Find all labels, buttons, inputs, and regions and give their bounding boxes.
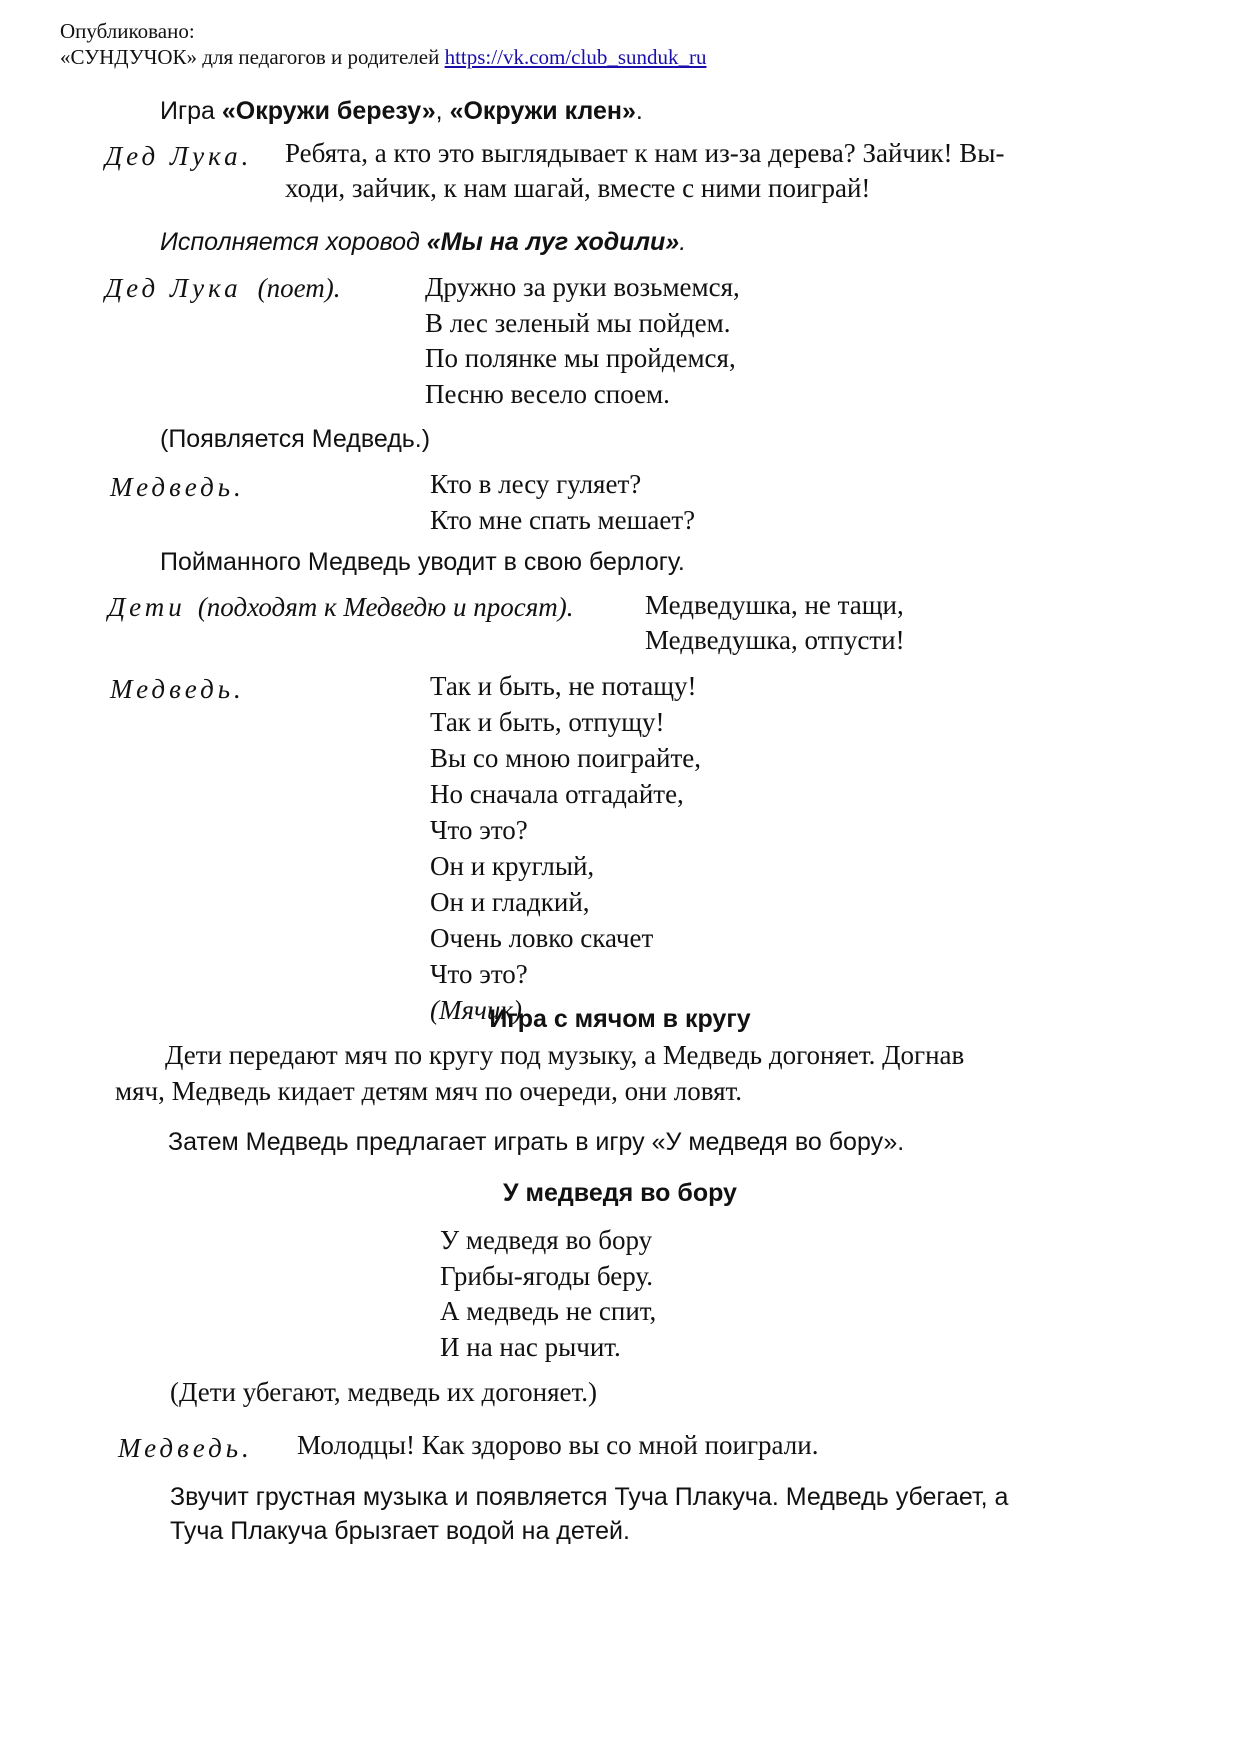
ball-game-heading: Игра с мячом в кругу [489,1005,751,1033]
verse-line: Песню весело споем. [425,378,670,409]
verse-line: Кто мне спать мешает? [430,504,696,535]
verse-line: Так и быть, не потащу! [430,671,697,701]
riddle-question: Что это? [430,959,528,989]
stage-direction-bear-offers: Затем Медведь предлагает играть в игру «У медведя во бору». [168,1128,905,1156]
khorovod-line [160,228,686,257]
bor-verse [440,1223,656,1365]
role-children: Дети [108,592,186,622]
children-label [108,592,573,623]
bear-verse-1 [430,467,695,538]
verse-line: Что это? [430,815,528,845]
verse-line: По полянке мы пройдемся, [425,343,736,373]
game-title-line [160,97,643,126]
khorovod-title: «Мы на луг ходили» [426,228,680,256]
children-speech-line2: Медведушка, отпусти! [645,625,905,655]
ded-luka-speech-line1: Ребята, а кто это выглядывает к нам из-за дерева? Зайчик! Вы- [285,138,1005,168]
khorovod-prefix: Исполняется хоровод [160,228,427,256]
verse-line: Он и круглый, [430,851,595,881]
verse-line: В лес зеленый мы пойдем. [425,307,731,338]
game-title-maple: «Окружи клен» [449,97,636,125]
game-title-birch: «Окружи березу» [221,97,436,125]
role-bear-2: Медведь. [110,674,245,704]
ending-line1: Звучит грустная музыка и появляется Туча Плакуча. Медведь убегает, а [170,1483,1009,1511]
source-text: «СУНДУЧОК» для педагогов и родителей [60,45,440,69]
verse-line: Очень ловко скачет [430,923,654,953]
verse-line: Дружно за руки возьмемся, [425,272,740,302]
verse-line: Кто в лесу гуляет? [430,469,642,499]
ded-luka-remark: (поет). [257,273,341,303]
children-remark: (подходят к Медведю и просят). [197,592,574,622]
verse-line: Так и быть, отпущу! [430,707,665,737]
published-label: Опубликовано: [60,19,195,43]
role-bear: Медведь. [110,472,245,502]
stage-direction-den: Пойманного Медведь уводит в свою берлогу. [160,548,685,576]
source-line [60,44,707,70]
children-speech-line1: Медведушка, не тащи, [645,590,904,620]
role-ded-luka-2: Дед Лука [105,273,242,303]
game-separator: , [435,97,450,125]
bor-heading: У медведя во бору [503,1179,737,1207]
khorovod-suffix: . [679,228,687,256]
stage-direction-children-run: (Дети убегают, медведь их догоняет.) [170,1377,598,1407]
verse-line: И на нас рычит. [440,1331,621,1362]
verse-line: Грибы-ягоды беру. [440,1260,653,1291]
verse-line: У медведя во бору [440,1225,653,1255]
ded-luka-verse [425,270,740,412]
game-suffix: . [635,97,643,125]
verse-line: А медведь не спит, [440,1296,657,1326]
verse-line: Вы со мною поиграйте, [430,743,702,773]
ball-game-line2: мяч, Медведь кидает детям мяч по очереди, они ловят. [115,1076,743,1106]
game-prefix: Игра [160,97,222,125]
vk-link[interactable]: https://vk.com/club_sunduk_ru [444,45,707,69]
verse-line: Но сначала отгадайте, [430,779,684,809]
verse-line: Он и гладкий, [430,887,590,917]
role-ded-luka: Дед Лука. [105,141,253,171]
bear-final-speech: Молодцы! Как здорово вы со мной поиграли. [297,1430,819,1460]
ded-luka-speech-line2: ходи, зайчик, к нам шагай, вместе с ними поиграй! [285,173,871,203]
ending-line2: Туча Плакуча брызгает водой на детей. [170,1517,630,1545]
role-bear-3: Медведь. [118,1433,253,1463]
ball-game-line1: Дети передают мяч по кругу под музыку, а Медведь догоняет. Догнав [165,1040,965,1070]
ded-luka-sings-label [105,273,340,304]
bear-verse-2 [430,668,701,1028]
stage-direction-bear-appears: (Появляется Медведь.) [160,425,431,453]
riddle-answer: (Мячик) [430,995,523,1025]
